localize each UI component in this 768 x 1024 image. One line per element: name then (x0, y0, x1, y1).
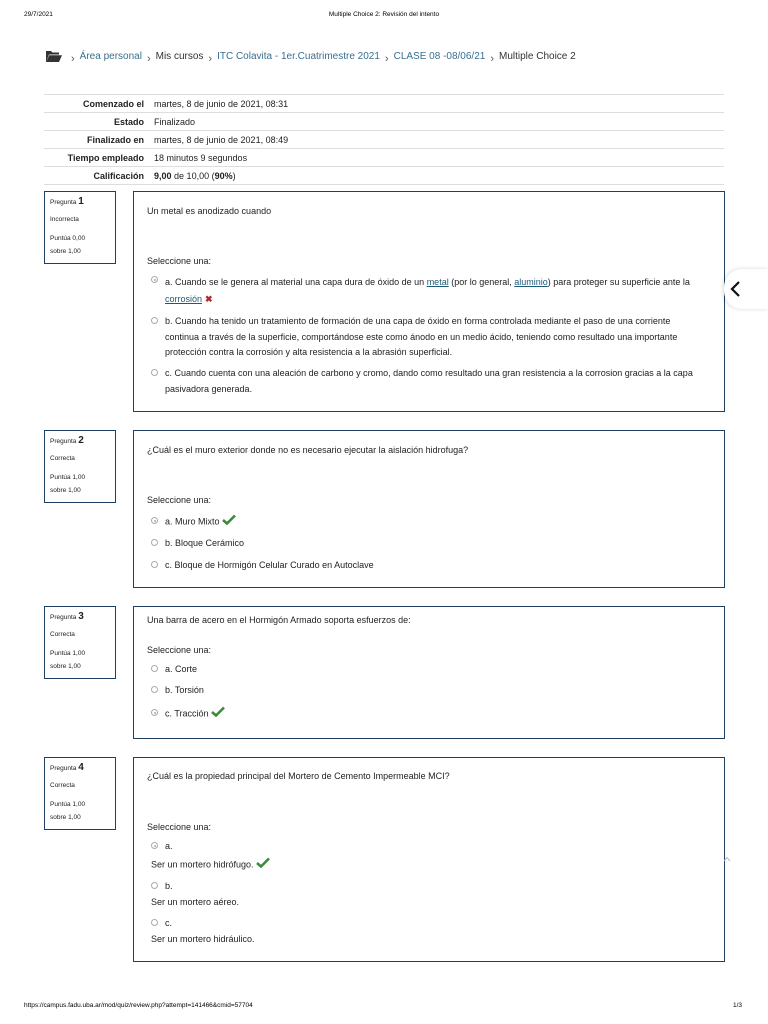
summary-value: martes, 8 de junio de 2021, 08:49 (150, 131, 724, 149)
summary-value: 18 minutos 9 segundos (150, 149, 724, 167)
option-radio[interactable] (151, 539, 158, 546)
select-prompt: Seleccione una: (147, 495, 212, 505)
option-letter: a. (165, 841, 173, 851)
grade-score: 9,00 (154, 170, 172, 181)
select-prompt: Seleccione una: (147, 645, 212, 655)
print-title: Multiple Choice 2: Revisión del intento (328, 11, 440, 18)
question-text: Una barra de acero en el Hormigón Armado soporta esfuerzos de: (147, 615, 411, 625)
check-icon (211, 706, 225, 723)
question-info-4 (44, 757, 116, 830)
option-a[interactable] (151, 514, 704, 531)
select-prompt: Seleccione una: (147, 256, 212, 266)
option-b[interactable] (151, 536, 704, 552)
option-radio[interactable] (151, 317, 158, 324)
summary-value: Finalizado (150, 113, 724, 131)
summary-label: Tiempo empleado (44, 149, 150, 167)
attempt-summary-table (44, 94, 724, 185)
question-info-1 (44, 191, 116, 264)
question-grade: Puntúa 1,00 sobre 1,00 (50, 801, 86, 821)
print-url: https://campus.fadu.uba.ar/mod/quiz/review.php?attempt=141466&cmid=57704 (24, 1002, 253, 1009)
option-b[interactable] (151, 879, 704, 910)
option-a[interactable] (151, 662, 704, 678)
question-info-2 (44, 430, 116, 503)
question-content-2 (133, 430, 725, 588)
grade-close: ) (232, 170, 236, 181)
option-label: a. Muro Mixto (151, 514, 704, 531)
breadcrumb-separator: › (146, 53, 151, 65)
summary-row-state (44, 113, 724, 131)
cross-icon: ✖ (205, 294, 213, 304)
breadcrumb-separator: › (71, 53, 75, 65)
option-letter: b. (165, 881, 173, 891)
summary-label: Comenzado el (44, 95, 150, 113)
summary-row-grade (44, 167, 724, 185)
option-label: c. Cuando cuenta con una aleación de carbono y cromo, dando como resultado una gran resistencia a la corrosion gracias a la capa pasivadora generada. (165, 368, 693, 394)
question-state: Incorrecta (50, 216, 79, 223)
summary-grade-value (150, 167, 724, 185)
question-number: Pregunta 2 (50, 435, 84, 446)
question-content-1 (133, 191, 725, 412)
question-state: Correcta (50, 455, 75, 462)
option-label: a. Cuando se le genera al material una capa dura de óxido de un metal (por lo general, aluminio) para proteger su superficie ante la corrosión ✖ (165, 277, 690, 304)
breadcrumb-course[interactable]: ITC Colavita - 1er.Cuatrimestre 2021 (217, 50, 380, 62)
question-grade: Puntúa 1,00 sobre 1,00 (50, 650, 86, 670)
folder-open-icon[interactable] (46, 50, 62, 62)
question-info-3 (44, 606, 116, 679)
question-grade: Puntúa 0,00 sobre 1,00 (50, 235, 86, 255)
summary-row-started (44, 95, 724, 113)
breadcrumb-separator: › (208, 53, 213, 65)
select-prompt: Seleccione una: (147, 822, 212, 832)
summary-row-time (44, 149, 724, 167)
question-number: Pregunta 4 (50, 762, 84, 773)
option-label: b. Bloque Cerámico (165, 538, 245, 548)
check-icon (222, 514, 236, 531)
option-c[interactable] (151, 916, 704, 947)
breadcrumb-mis-cursos[interactable]: Mis cursos (155, 50, 204, 62)
option-radio-checked[interactable] (151, 276, 158, 283)
option-radio[interactable] (151, 369, 158, 376)
summary-label: Calificación (44, 167, 150, 185)
option-b[interactable] (151, 314, 704, 361)
option-a[interactable] (151, 839, 704, 873)
question-text: ¿Cuál es la propiedad principal del Mortero de Cemento Impermeable MCI? (147, 771, 450, 781)
option-label: c. Bloque de Hormigón Celular Curado en Autoclave (165, 560, 374, 570)
print-page-number: 1/3 (732, 1002, 742, 1009)
summary-label: Finalizado en (44, 131, 150, 149)
summary-label: Estado (44, 113, 150, 131)
option-label: b. Torsión (165, 685, 204, 695)
summary-value: martes, 8 de junio de 2021, 08:31 (150, 95, 724, 113)
option-label: Ser un mortero hidráulico. (151, 933, 255, 944)
question-content-3 (133, 606, 725, 739)
option-a[interactable] (151, 273, 704, 308)
option-radio[interactable] (151, 561, 158, 568)
summary-row-finished (44, 131, 724, 149)
option-label: Ser un mortero hidrófugo. (151, 857, 704, 874)
breadcrumb-separator: › (384, 53, 389, 65)
option-radio-checked[interactable] (151, 709, 158, 716)
grade-percent: 90% (214, 170, 233, 181)
glossary-link-aluminio[interactable]: aluminio (514, 277, 548, 287)
breadcrumb (46, 46, 576, 66)
question-text: ¿Cuál es el muro exterior donde no es necesario ejecutar la aislación hidrofuga? (147, 445, 469, 455)
question-number: Pregunta 3 (50, 611, 84, 622)
question-state: Correcta (50, 782, 75, 789)
chevron-up-icon (723, 856, 731, 862)
question-content-4 (133, 757, 725, 962)
check-icon (256, 857, 270, 874)
question-state: Correcta (50, 631, 75, 638)
option-c[interactable] (151, 706, 704, 723)
breadcrumb-current: Multiple Choice 2 (499, 50, 576, 62)
grade-of: de 10,00 ( (174, 170, 215, 181)
chevron-left-icon (728, 280, 744, 298)
question-grade: Puntúa 1,00 sobre 1,00 (50, 474, 86, 494)
breadcrumb-class[interactable]: CLASE 08 -08/06/21 (393, 50, 486, 62)
option-c[interactable] (151, 558, 704, 574)
option-radio-checked[interactable] (151, 517, 158, 524)
option-b[interactable] (151, 683, 704, 699)
option-radio[interactable] (151, 882, 158, 889)
option-label: b. Cuando ha tenido un tratamiento de formación de una capa de óxido en forma controlada mediante el paso de una corriente continua a través de la superficie, comportándose este como ánodo en un medio ácido, teniendo como resultado una importante protección contra la corrosión y alta resistencia a la abrasión superficial. (165, 316, 678, 357)
option-label: a. Corte (165, 664, 198, 674)
question-text: Un metal es anodizado cuando (147, 206, 272, 216)
option-radio[interactable] (151, 686, 158, 693)
option-c[interactable] (151, 366, 704, 397)
glossary-link-corrosion[interactable]: corrosión (165, 294, 203, 304)
option-letter: c. (165, 918, 173, 928)
question-number: Pregunta 1 (50, 196, 84, 207)
print-date: 29/7/2021 (24, 11, 53, 18)
option-label: c. Tracción (151, 706, 704, 723)
drawer-toggle-button[interactable] (724, 269, 768, 309)
breadcrumb-separator: › (490, 53, 494, 65)
back-to-top-button[interactable] (718, 854, 736, 872)
option-radio[interactable] (151, 919, 158, 926)
option-radio[interactable] (151, 665, 158, 672)
breadcrumb-area-personal[interactable]: Área personal (79, 50, 142, 62)
option-radio-checked[interactable] (151, 842, 158, 849)
option-label: Ser un mortero aéreo. (151, 896, 240, 907)
glossary-link-metal[interactable]: metal (426, 277, 449, 287)
